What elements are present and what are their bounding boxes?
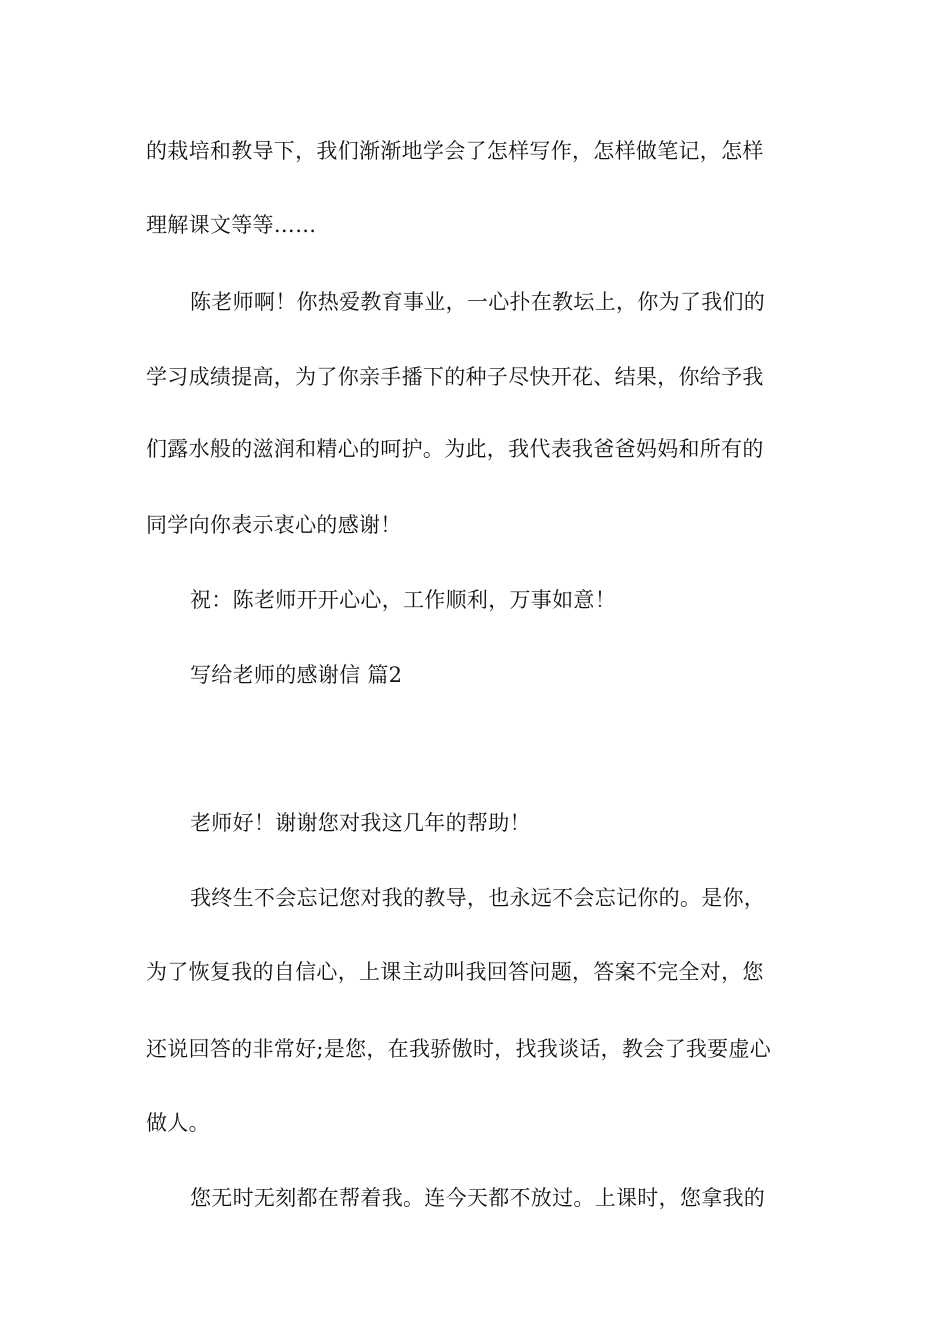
- body-text-line: 还说回答的非常好;是您，在我骄傲时，找我谈话，教会了我要虚心: [146, 1037, 772, 1061]
- body-text-line: 理解课文等等……: [146, 213, 317, 237]
- salutation-line: 老师好！谢谢您对我这几年的帮助！: [190, 811, 531, 835]
- paragraph-start-line: 我终生不会忘记您对我的教导，也永远不会忘记你的。是你，: [190, 886, 766, 910]
- paragraph-start-line: 您无时无刻都在帮着我。连今天都不放过。上课时，您拿我的: [190, 1186, 766, 1210]
- section-heading: 写给老师的感谢信 篇2: [190, 663, 403, 687]
- body-text-line: 学习成绩提高，为了你亲手播下的种子尽快开花、结果，你给予我: [146, 365, 764, 389]
- body-text-line: 的栽培和教导下，我们渐渐地学会了怎样写作，怎样做笔记，怎样: [146, 139, 764, 163]
- closing-wish-line: 祝：陈老师开开心心，工作顺利，万事如意！: [190, 588, 616, 612]
- body-text-line: 为了恢复我的自信心，上课主动叫我回答问题，答案不完全对，您: [146, 960, 764, 984]
- body-text-line: 们露水般的滋润和精心的呵护。为此，我代表我爸爸妈妈和所有的: [146, 437, 764, 461]
- body-text-line: 做人。: [146, 1111, 210, 1135]
- body-text-line: 同学向你表示衷心的感谢！: [146, 513, 402, 537]
- paragraph-start-line: 陈老师啊！你热爱教育事业，一心扑在教坛上，你为了我们的: [190, 290, 766, 314]
